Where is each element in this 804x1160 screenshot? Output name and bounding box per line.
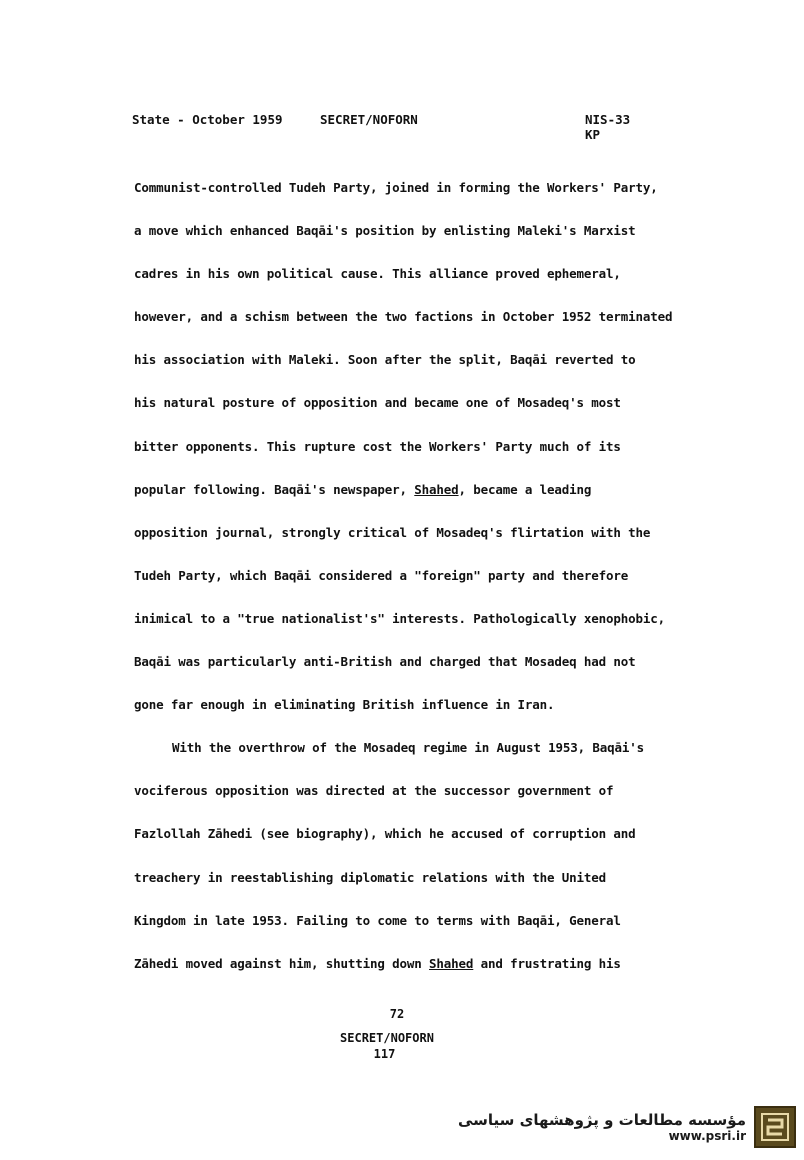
text-line: Baqāi was particularly anti-British and charged that Mosadeq had not [134,654,636,670]
text-line: Communist-controlled Tudeh Party, joined in forming the Workers' Party, [134,180,658,195]
text-line [134,942,694,985]
header-doc-code: KP [585,127,601,142]
text-line: a move which enhanced Baqāi's position by enlisting Maleki's Marxist [134,223,636,239]
document-body [134,166,694,985]
archive-page-number: 117 [373,1047,396,1061]
text-line: his natural posture of opposition and became one of Mosadeq's most [134,395,621,411]
text-line: his association with Maleki. Soon after the split, Baqāi reverted to [134,352,636,368]
header-doc-number: NIS-33 [585,112,631,127]
watermark-url: www.psri.ir [668,1129,746,1143]
text-segment: , became a leading [458,481,592,497]
page-footer [0,1006,804,1062]
watermark-org-name: مؤسسه مطالعات و پژوهشهای سیاسی [457,1111,746,1129]
watermark [458,1102,796,1152]
text-line: however, and a schism between the two factions in October 1952 terminated [134,309,673,325]
newspaper-title: Shahed [429,955,474,971]
logo-glyph-icon [760,1112,790,1142]
header-date: State - October 1959 [132,112,283,127]
header-doc-id [585,112,630,142]
text-segment: Zāhedi moved against him, shutting down [134,955,430,971]
text-line: Fazlollah Zāhedi (see biography), which he accused of corruption and [134,826,636,842]
psri-logo-icon [754,1106,796,1148]
text-line: vociferous opposition was directed at the successor government of [134,783,614,799]
text-line: With the overthrow of the Mosadeq regime in August 1953, Baqāi's [172,740,645,756]
text-line: cadres in his own political cause. This alliance proved ephemeral, [134,266,621,282]
footer-classification: SECRET/NOFORN [340,1031,434,1045]
text-line: treachery in reestablishing diplomatic relations with the United [134,869,607,885]
text-line: Kingdom in late 1953. Failing to come to terms with Baqāi, General [134,912,621,928]
watermark-text [458,1111,746,1143]
text-line: opposition journal, strongly critical of Mosadeq's flirtation with the [134,524,651,540]
text-line: gone far enough in eliminating British influence in Iran. [134,697,555,713]
newspaper-title: Shahed [414,481,459,497]
page-header [0,112,804,152]
text-segment: and frustrating his [473,955,621,971]
text-segment: popular following. Baqāi's newspaper, [134,481,415,497]
header-classification: SECRET/NOFORN [320,112,418,127]
text-line: inimical to a "true nationalist's" interests. Pathologically xenophobic, [134,610,666,626]
text-line [134,468,694,511]
text-line: Tudeh Party, which Baqāi considered a "foreign" party and therefore [134,567,629,583]
text-line: bitter opponents. This rupture cost the Workers' Party much of its [134,438,621,454]
page-number: 72 [389,1007,405,1021]
